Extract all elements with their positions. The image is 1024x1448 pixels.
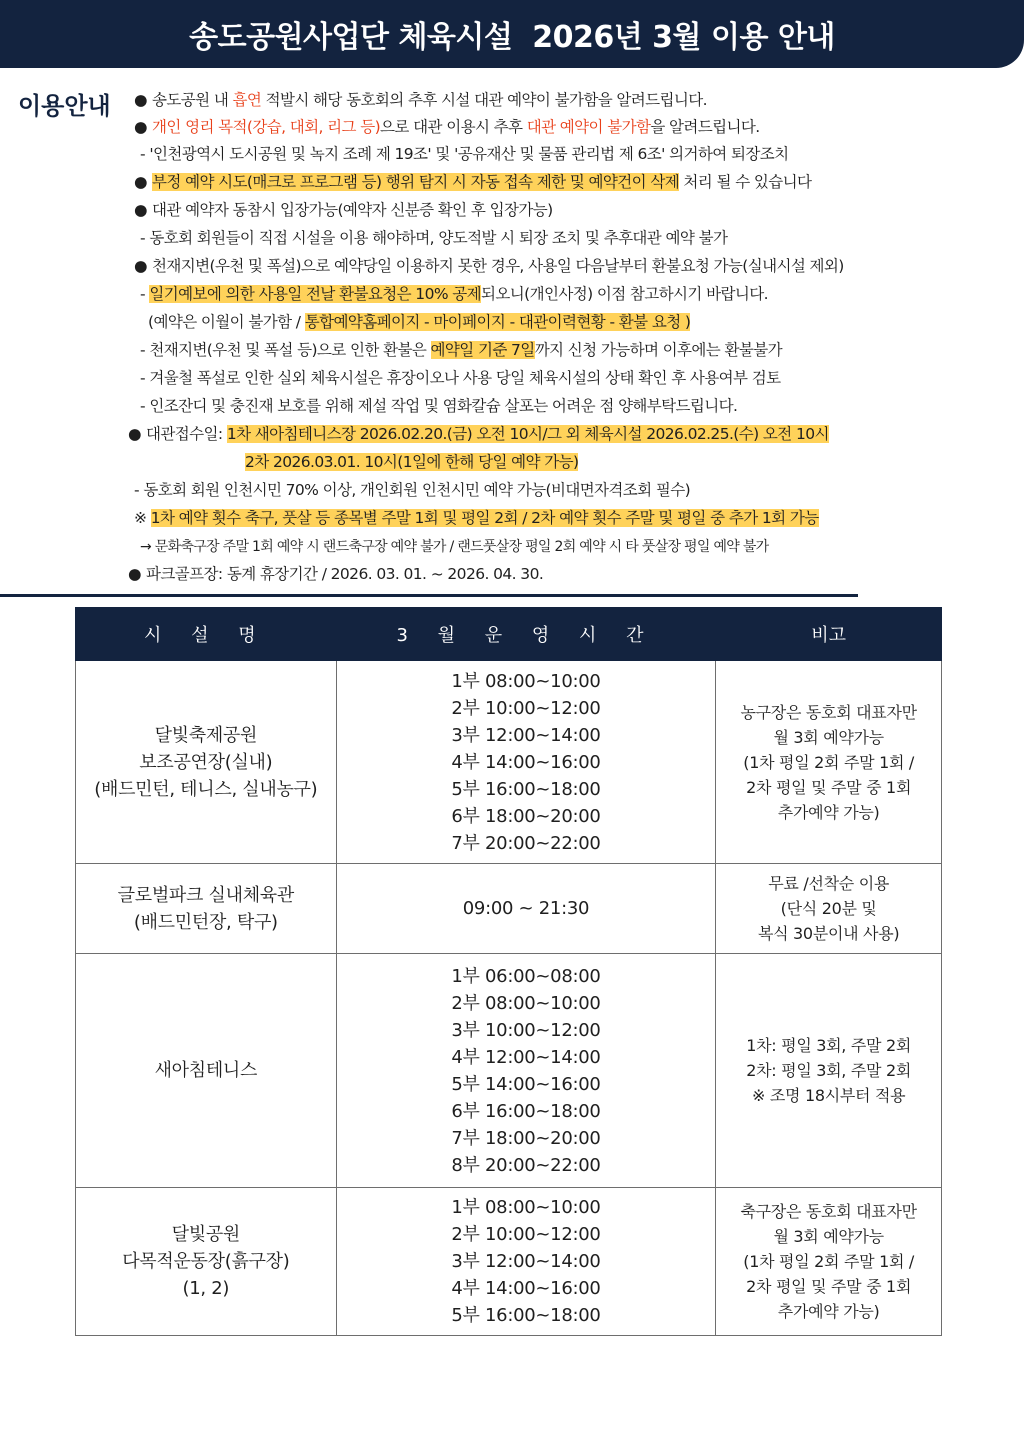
time-slot: 7부 18:00~20:00 — [451, 1127, 601, 1149]
notice-text: 처리 될 수 있습니다 — [679, 173, 812, 191]
table-row — [76, 864, 942, 954]
facility-name-line: 글로벌파크 실내체육관 — [117, 884, 294, 906]
notice-line-smoking — [134, 88, 707, 115]
note-line: 월 3회 예약가능 — [773, 727, 884, 747]
facility-name-line: (배드민턴장, 탁구) — [133, 911, 278, 933]
note-line: 2차 평일 및 주말 중 1회 — [746, 777, 912, 797]
bullet-icon: ● — [128, 425, 141, 443]
time-slot: 1부 08:00~10:00 — [451, 1197, 601, 1218]
notice-line-winter: - 겨울철 폭설로 인한 실외 체육시설은 휴장이오나 사용 당일 체육시설의 상태 확인 후 사용여부 검토 — [140, 369, 781, 387]
time-slot: 3부 12:00~14:00 — [451, 1251, 601, 1272]
bullet-icon: ● — [134, 257, 147, 275]
notice-text: ※ — [134, 509, 151, 527]
facility-name-line: 보조공연장(실내) — [139, 751, 273, 773]
facility-name-cell — [76, 864, 337, 954]
note-line: (1차 평일 2회 주말 1회 / — [743, 1252, 914, 1271]
facility-name-cell — [76, 954, 337, 1188]
column-header-facility: 시 설 명 — [76, 608, 337, 661]
note-line: 1차: 평일 3회, 주말 2회 — [746, 1036, 912, 1055]
notice-line-commercial — [134, 115, 760, 142]
table-header-row — [76, 608, 942, 661]
notice-text: 적발시 해당 동호회의 추후 시설 대관 예약이 불가함을 알려드립니다. — [261, 91, 707, 109]
note-line: 2차: 평일 3회, 주말 2회 — [746, 1061, 912, 1080]
table-row — [76, 1188, 942, 1336]
facility-schedule-table — [75, 607, 942, 1336]
time-slot: 3부 10:00~12:00 — [451, 1019, 601, 1041]
notice-line-turf: - 인조잔디 및 충진재 보호를 위해 제설 작업 및 염화칼슘 살포는 어려운 점 양해부탁드립니다. — [140, 397, 738, 415]
column-header-note: 비고 — [716, 608, 942, 661]
notice-label: 이용안내 — [18, 92, 111, 120]
note-line: 농구장은 동호회 대표자만 — [740, 702, 917, 722]
column-header-hours: 3 월 운 영 시 간 — [336, 608, 716, 661]
time-slot: 2부 08:00~10:00 — [451, 992, 601, 1014]
notice-highlight: 부정 예약 시도(매크로 프로그램 등) 행위 탐지 시 자동 접속 제한 및 예약건이 삭제 — [152, 173, 680, 191]
time-slot: 1부 06:00~08:00 — [451, 965, 601, 987]
time-slot: 5부 16:00~18:00 — [451, 778, 601, 800]
notice-emphasis: 흡연 — [232, 91, 262, 109]
notice-text: 대관 예약자 동참시 입장가능(예약자 신분증 확인 후 입장가능) — [152, 201, 553, 219]
facility-name-line: 달빛축제공원 — [154, 724, 258, 746]
bullet-icon: ● — [134, 91, 147, 109]
time-slot: 6부 16:00~18:00 — [451, 1100, 601, 1122]
time-slot: 7부 20:00~22:00 — [451, 832, 601, 854]
notice-text: 까지 신청 가능하며 이후에는 환불불가 — [534, 341, 782, 359]
time-slot: 2부 10:00~12:00 — [451, 1224, 601, 1245]
notice-text: 대관접수일: — [146, 425, 227, 443]
notice-text: 을 알려드립니다. — [650, 118, 760, 136]
facility-name-cell — [76, 661, 337, 864]
note-cell — [716, 954, 942, 1188]
note-cell — [716, 864, 942, 954]
facility-name-cell — [76, 1188, 337, 1336]
facility-name-line: (1, 2) — [182, 1278, 230, 1299]
facility-name-line: 새아침테니스 — [154, 1060, 258, 1081]
hours-cell — [336, 954, 716, 1188]
notice-highlight: 일기예보에 의한 사용일 전날 환불요청은 10% 공제 — [149, 285, 482, 303]
note-line: (1차 평일 2회 주말 1회 / — [743, 752, 914, 772]
facility-name-line: 달빛공원 — [171, 1224, 240, 1245]
notice-line-transfer: - 동호회 회원들이 직접 시설을 이용 해야하며, 양도적발 시 퇴장 조치 및 추후대관 예약 불가 — [140, 229, 728, 247]
time-slot: 5부 14:00~16:00 — [451, 1073, 601, 1095]
page-header — [0, 0, 1024, 68]
notice-highlight: 1차 새아침테니스장 2026.02.20.(금) 오전 10시/그 외 체육시설 2026.02.25.(수) 오전 10시 — [226, 425, 829, 443]
bullet-icon: ● — [134, 201, 147, 219]
time-slot: 2부 10:00~12:00 — [451, 697, 601, 719]
notice-text: (예약은 이월이 불가함 / — [148, 313, 305, 331]
notice-line-booking-date — [128, 422, 829, 449]
time-slot: 6부 18:00~20:00 — [451, 805, 601, 827]
facility-name-line: 다목적운동장(흙구장) — [122, 1251, 290, 1272]
notice-highlight: 예약일 기준 7일 — [430, 341, 535, 359]
time-slot: 4부 14:00~16:00 — [451, 751, 601, 773]
note-line: 월 3회 예약가능 — [773, 1227, 884, 1246]
notice-highlight: 통합예약홈페이지 - 마이페이지 - 대관이력현황 - 환불 요청 ) — [304, 313, 691, 331]
notice-line-refund-deadline — [140, 338, 782, 365]
notice-line-ordinance: - '인천광역시 도시공원 및 녹지 조례 제 19조' 및 '공유재산 및 물품 관리법 제 6조' 의거하여 퇴장조치 — [140, 145, 789, 163]
notice-text: 으로 대관 이용시 추후 — [380, 118, 527, 136]
hours-cell — [336, 661, 716, 864]
time-slot: 4부 14:00~16:00 — [451, 1278, 601, 1299]
notice-highlight: 1차 예약 횟수 축구, 풋살 등 종목별 주말 1회 및 평일 2회 / 2차 예약 횟수 주말 및 평일 중 추가 1회 가능 — [150, 509, 819, 527]
note-line: 복식 30분이내 사용) — [757, 924, 900, 943]
facility-name-line: (배드민턴, 테니스, 실내농구) — [94, 778, 318, 800]
time-slot: 5부 16:00~18:00 — [451, 1305, 601, 1326]
notice-text: 되오니(개인사정) 이점 참고하시기 바랍니다. — [481, 285, 768, 303]
notice-text: - 천재지변(우천 및 폭설 등)으로 인한 환불은 — [140, 341, 431, 359]
time-slot: 4부 12:00~14:00 — [451, 1046, 601, 1068]
note-line: 무료 /선착순 이용 — [768, 874, 890, 893]
notice-emphasis: 개인 영리 목적(강습, 대회, 리그 등) — [152, 118, 381, 136]
note-line: ※ 조명 18시부터 적용 — [751, 1086, 906, 1105]
notice-text: 천재지변(우천 및 폭설)으로 예약당일 이용하지 못한 경우, 사용일 다음날부터 환불요청 가능(실내시설 제외) — [152, 257, 844, 275]
notice-line-weather — [134, 254, 844, 281]
note-line: 2차 평일 및 주말 중 1회 — [746, 1277, 912, 1296]
time-slot: 09:00 ~ 21:30 — [462, 898, 590, 919]
notice-emphasis: 대관 예약이 불가함 — [526, 118, 651, 136]
table-row — [76, 954, 942, 1188]
hours-cell — [336, 864, 716, 954]
notice-line-refund-path — [148, 310, 690, 337]
note-cell — [716, 661, 942, 864]
notice-text: 송도공원 내 — [152, 91, 233, 109]
note-line: 추가예약 가능) — [777, 802, 880, 822]
notice-line-football-limit: → 문화축구장 주말 1회 예약 시 랜드축구장 예약 불가 / 랜드풋살장 평일 2회 예약 시 타 풋살장 평일 예약 불가 — [140, 539, 769, 555]
page-title: 송도공원사업단 체육시설 2026년 3월 이용 안내 — [189, 20, 835, 55]
notice-line-parkgolf — [128, 562, 543, 589]
notice-line-refund-deduction — [140, 282, 768, 309]
note-cell — [716, 1188, 942, 1336]
notice-line-booking-count — [134, 506, 819, 533]
table-row — [76, 661, 942, 864]
time-slot: 3부 12:00~14:00 — [451, 724, 601, 746]
time-slot: 8부 20:00~22:00 — [451, 1154, 601, 1176]
section-divider — [0, 594, 858, 597]
time-slot: 1부 08:00~10:00 — [451, 670, 601, 692]
notice-line-second-round — [245, 450, 578, 477]
hours-cell — [336, 1188, 716, 1336]
bullet-icon: ● — [128, 565, 141, 583]
bullet-icon: ● — [134, 173, 147, 191]
notice-line-attendance — [134, 198, 553, 225]
note-line: 추가예약 가능) — [777, 1302, 880, 1321]
notice-line-macro — [134, 170, 811, 197]
notice-text: - — [140, 285, 150, 303]
note-line: (단식 20분 및 — [780, 899, 877, 918]
notice-line-residency: - 동호회 회원 인천시민 70% 이상, 개인회원 인천시민 예약 가능(비대면자격조회 필수) — [134, 481, 691, 499]
bullet-icon: ● — [134, 118, 147, 136]
notice-text: 파크골프장: 동계 휴장기간 / 2026. 03. 01. ~ 2026. 04. 30. — [146, 565, 544, 583]
note-line: 축구장은 동호회 대표자만 — [740, 1202, 917, 1221]
notice-highlight: 2차 2026.03.01. 10시(1일에 한해 당일 예약 가능) — [245, 453, 579, 471]
